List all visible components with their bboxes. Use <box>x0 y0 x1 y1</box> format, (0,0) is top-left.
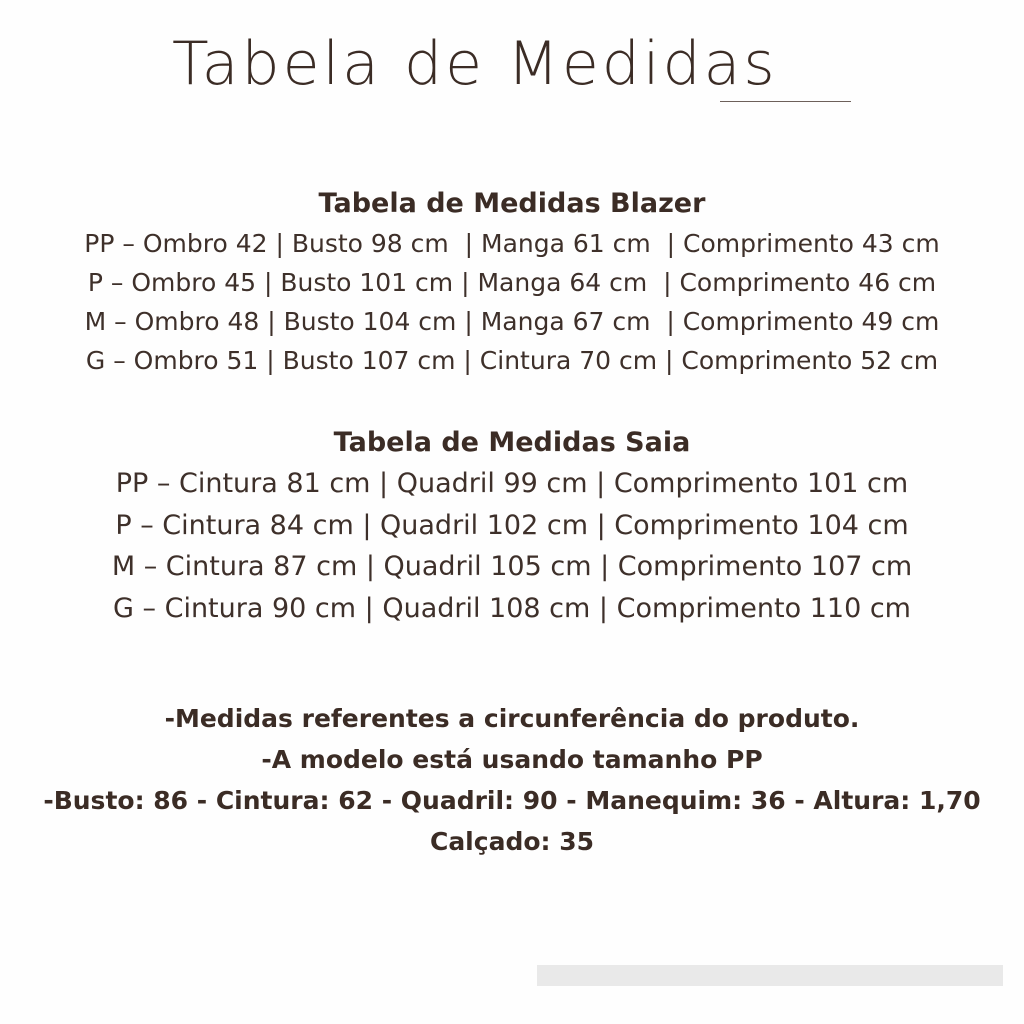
blazer-measurements-section <box>0 184 1024 380</box>
notes-section <box>0 698 1024 862</box>
saia-row-g: G – Cintura 90 cm | Quadril 108 cm | Comprimento 110 cm <box>113 592 911 624</box>
blazer-row-p: P – Ombro 45 | Busto 101 cm | Manga 64 cm | Comprimento 46 cm <box>87 268 937 297</box>
note-model-measurements: -Busto: 86 - Cintura: 62 - Quadril: 90 - Manequim: 36 - Altura: 1,70 <box>43 786 981 815</box>
blazer-section-heading: Tabela de Medidas Blazer <box>318 188 706 219</box>
note-model-size: -A modelo está usando tamanho PP <box>261 745 763 774</box>
blazer-row-m: M – Ombro 48 | Busto 104 cm | Manga 67 cm | Comprimento 49 cm <box>84 307 940 336</box>
saia-section-heading: Tabela de Medidas Saia <box>333 427 691 458</box>
page-title: Tabela de Medidas <box>172 29 778 99</box>
saia-measurements-section <box>0 423 1024 629</box>
saia-row-p: P – Cintura 84 cm | Quadril 102 cm | Comprimento 104 cm <box>115 509 909 541</box>
saia-row-m: M – Cintura 87 cm | Quadril 105 cm | Comprimento 107 cm <box>111 551 913 582</box>
title-underline <box>720 101 851 102</box>
blazer-row-pp: PP – Ombro 42 | Busto 98 cm | Manga 61 cm | Comprimento 43 cm <box>84 229 940 258</box>
saia-row-pp: PP – Cintura 81 cm | Quadril 99 cm | Comprimento 101 cm <box>115 468 909 499</box>
note-circumference: -Medidas referentes a circunferência do produto. <box>164 704 860 733</box>
bottom-bar <box>537 965 1003 986</box>
blazer-row-g: G – Ombro 51 | Busto 107 cm | Cintura 70 cm | Comprimento 52 cm <box>85 346 939 375</box>
note-shoe-size: Calçado: 35 <box>429 827 595 856</box>
